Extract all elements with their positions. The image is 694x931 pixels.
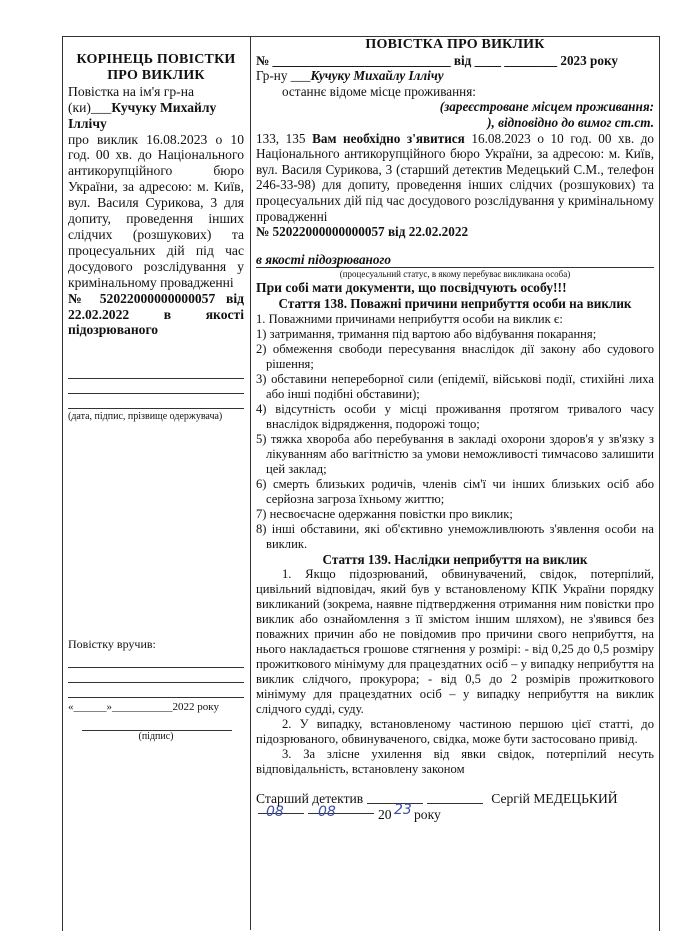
article-139-p2: 2. У випадку, встановленому частиною першою цієї статті, до підозрюваного, обвинуваченого, свідка, може бути застосовано привід.: [256, 717, 654, 747]
stub-blank-line-2: [68, 379, 244, 394]
article-139-p1: 1. Якщо підозрюваний, обвинувачений, свідок, потерпілий, цивільний відповідач, який був у встановленому КПК України порядку викликаний (зокрема, наявне підтвердження отримання ним повістки про виклик або ознайомлення з її змістом іншим шляхом), не з'явився без поважних причин або не повідомив про причини свого неприбуття, на нього накладається грошове стягнення у розмірі: - від 0,25 до 0,5 розміру прожиткового мінімуму для працездатних осіб – у випадку неприбуття на виклик слідчого, прокурора; - від 0,5 до 2 розмірів прожиткового мінімуму для працездатних осіб – у випадку неприбуття на виклик слідчого судді, суду.: [256, 567, 654, 717]
stub-name-1: Кучуку Михайлу: [111, 99, 217, 115]
recipient-name: Кучуку Михайлу Іллічу: [310, 68, 444, 84]
summons-column: [256, 37, 654, 825]
summons-status: в якості підозрюваного: [256, 252, 654, 269]
article-138-item: 5) тяжка хвороба або перебування в закладі охорони здоров'я у зв'язку з лікуванням або вагітністю за умови неможливості тимчасово залишити цей заклад;: [256, 431, 654, 476]
article-138-item: 8) інші обставини, які об'єктивно унеможливлюють з'явлення особи на виклик.: [256, 521, 654, 551]
signature-date: [256, 801, 654, 825]
article-138-item: 7) несвоєчасне одержання повістки про виклик;: [256, 506, 513, 521]
article-139-p3: 3. За злісне ухилення від явки свідок, потерпілий несуть відповідальність, встановлену законом: [256, 747, 654, 777]
summons-registered-end: ), відповідно до вимог ст.ст.: [487, 114, 654, 130]
stub-line1: Повістка на ім'я гр-на: [68, 83, 195, 99]
stub-sign-line: [82, 716, 232, 731]
article-138-intro: 1. Поважними причинами неприбуття особи на виклик є:: [256, 311, 563, 326]
date-year-prefix: 20: [378, 806, 392, 822]
stub-handed-line-1: [68, 653, 244, 668]
article-139-title: Стаття 139. Наслідки неприбуття на виклик: [322, 551, 588, 567]
stub-title: КОРІНЕЦЬ ПОВІСТКИ ПРО ВИКЛИК: [76, 52, 236, 83]
stub-body: про виклик 16.08.2023 о 10 год. 00 хв. до Національного антикорупційного бюро України, за адресою: м. Київ, вул. Василя Сурикова, 3 для допиту, проведення інших слідчих (розшукових) та процесуальних дій під час досудового розслідування у кримінальному провадженні: [68, 131, 244, 290]
date-day: 08: [266, 803, 284, 820]
summons-recipient: Гр-ну ___Кучуку Михайлу Іллічу: [256, 68, 444, 84]
article-138-item: 1) затримання, тримання під вартою або відбування покарання;: [256, 326, 597, 341]
article-138-title: Стаття 138. Поважні причини неприбуття особи на виклик: [278, 295, 632, 311]
summons-registered: (зареєстроване місцем проживання:: [439, 99, 654, 115]
stub-name-line: (ки)___Кучуку Михайлу: [68, 99, 217, 115]
article-138-item: 4) відсутність особи у місці проживання протягом тривалого часу внаслідок відрядження, подорожі тощо;: [256, 401, 654, 431]
stub-date-line: «______»___________2022 року: [68, 701, 219, 714]
summons-case: № 52022000000000057 від 22.02.2022: [256, 224, 469, 240]
stub-handed-line-3: [68, 683, 244, 698]
summons-status-caption: (процесуальний статус, в якому перебуває викликана особа): [339, 269, 571, 280]
date-suffix: року: [414, 806, 441, 822]
summons-number-line: № ___________________________ від ____ ________ 2023 року: [256, 52, 618, 68]
article-138-item: 6) смерть близьких родичів, членів сім'ї чи інших близьких осіб або серйозна загроза їхньому життю;: [256, 476, 654, 506]
stub-blank-line-3: [68, 394, 244, 409]
stub-handed-line-2: [68, 668, 244, 683]
article-139-body: [256, 567, 654, 777]
stub-name-2: Іллічу: [68, 115, 107, 131]
stub-column: [68, 52, 244, 743]
stub-blank-line-1: [68, 364, 244, 379]
summons-body: 133, 135 Вам необхідно з'явитися 16.08.2023 о 10 год. 00 хв. до Національного антикорупційного бюро України, за адресою: м. Київ, вул. Василя Сурикова, 3 (старший детектив Медецький С.М., телефон 246-33-98) для допиту, проведення інших слідчих (розшукових) та процесуальних дій під час досудового розслідування у кримінальному провадженні: [256, 130, 655, 224]
article-138-item: 3) обставини непереборної сили (епідемії, військові події, стихійні лиха або інші подібні обставини);: [256, 371, 654, 401]
stub-sign-caption: (дата, підпис, прізвище одержувача): [68, 411, 223, 423]
article-138-item: 2) обмеження свободи пересування внаслідок дії закону або судового рішення;: [256, 341, 654, 371]
signer-role: Старший детектив: [256, 791, 364, 807]
date-month: 08: [318, 803, 336, 820]
signature-line: [256, 791, 654, 807]
stub-handed: Повістку вручив:: [68, 637, 156, 652]
documents-notice: При собі мати документи, що посвідчують особу!!!: [256, 280, 567, 296]
date-year-handwritten: 23: [394, 801, 412, 818]
stub-sign-caption-2: (підпис): [138, 731, 174, 743]
must-appear: Вам необхідно з'явитися: [312, 130, 465, 146]
summons-title: ПОВІСТКА ПРО ВИКЛИК: [365, 37, 545, 52]
summons-residence: останнє відоме місце проживання:: [282, 83, 476, 99]
column-divider: [250, 36, 251, 930]
article-138-list: [256, 312, 654, 552]
stub-case: № 52022000000000057 від 22.02.2022 в якості підозрюваного: [68, 290, 244, 338]
signer-name: Сергій МЕДЕЦЬКИЙ: [491, 791, 618, 807]
